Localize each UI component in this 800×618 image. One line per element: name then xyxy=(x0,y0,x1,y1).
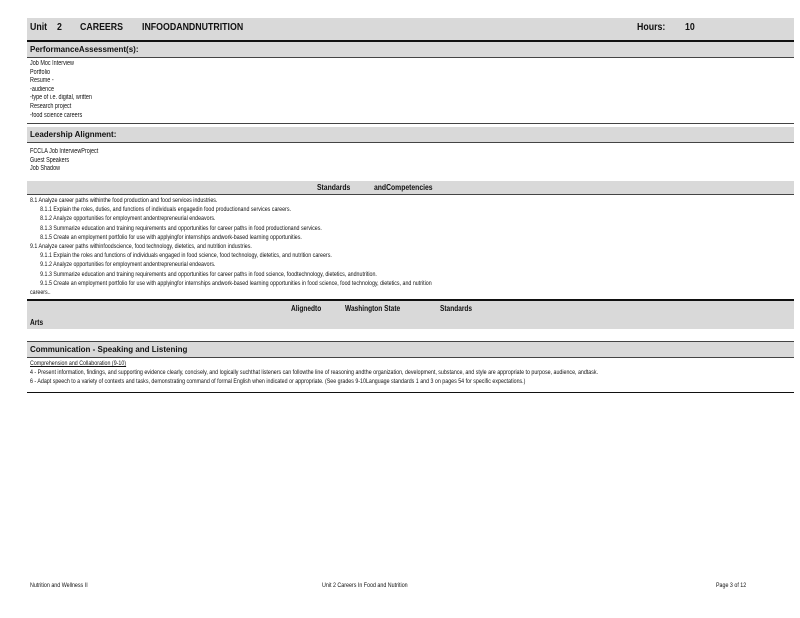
standard-item: 9.1.5 Create an employment portfolio for use with applyingfor internships andwork-based learning opportunities in food science, food technology, dietetics, and nutrition xyxy=(40,279,432,287)
standard-item: 9.1.1 Explain the roles and functions of individuals engaged in food science, food technology, dietetics, and nutrition careers. xyxy=(40,252,332,260)
list-item: -type of i.e. digital, written xyxy=(30,94,92,102)
standard-item: 8.1.3 Summarize education and training requirements and opportunities for career paths in food productionand services. xyxy=(40,224,322,232)
list-item: FCCLA Job InterviewProject xyxy=(30,148,99,156)
communication-paragraph: 4 - Present information, findings, and supporting evidence clearly, concisely, and logically suchthat listeners can followthe line of reasoning andthe organization, development, substance, and style are appropriate to purpose, audience, andtask. xyxy=(30,368,599,376)
aligned-standards-heading xyxy=(27,299,794,329)
list-item: Resume - xyxy=(30,77,54,85)
standards-list xyxy=(27,195,794,298)
list-item: -food science careers xyxy=(30,111,83,119)
standard-item: 8.1 Analyze career paths withinthe food production and food services industries. xyxy=(30,196,218,204)
aligned-heading-part-a: Alignedto xyxy=(291,304,322,314)
list-item: Guest Speakers xyxy=(30,156,70,164)
communication-subheading: Comprehension and Collaboration (9-10) xyxy=(30,360,127,368)
performance-assessment-heading: PerformanceAssessment(s): xyxy=(27,42,794,58)
list-item: Job Moc Interview xyxy=(30,60,75,67)
standard-item: 8.1.5 Create an employment portfolio for use with applyingfor internships andwork-based learning opportunities. xyxy=(40,233,302,241)
standard-item: 9.1.3 Summarize education and training requirements and opportunities for career paths in food science, foodtechnology, dietetics, andnutrition. xyxy=(40,270,377,278)
unit-label: Unit xyxy=(30,22,48,33)
standard-item: 8.1.1 Explain the roles, duties, and functions of individuals engagedin food productionand services careers. xyxy=(40,206,291,214)
unit-title-part-a: CAREERS xyxy=(80,22,124,33)
hours-value: 10 xyxy=(685,22,695,33)
unit-number: 2 xyxy=(57,22,62,33)
unit-header xyxy=(27,18,794,42)
document-page xyxy=(27,18,794,393)
communication-paragraph: 6 - Adapt speech to a variety of contexts and tasks, demonstrating command of formal English when indicated or appropriate. (See grades 9-10Language standards 1 and 3 on pages 54 for specific expectations.) xyxy=(30,377,526,385)
hours-label: Hours: xyxy=(637,22,666,33)
standards-heading xyxy=(27,181,794,195)
aligned-heading-part-b: Washington State xyxy=(345,304,401,314)
list-item: Portfolio xyxy=(30,68,51,76)
standards-heading-part-a: Standards xyxy=(317,182,351,192)
footer-page-number: Page 3 of 12 xyxy=(716,582,747,589)
leadership-alignment-heading: Leadership Alignment: xyxy=(27,127,794,143)
subject-label: Arts xyxy=(30,318,44,328)
aligned-heading-part-c: Standards xyxy=(440,304,473,314)
performance-assessment-list xyxy=(27,58,794,124)
list-item: Job Shadow xyxy=(30,165,61,173)
leadership-alignment-list xyxy=(27,143,794,177)
communication-heading: Communication - Speaking and Listening xyxy=(27,341,794,358)
footer-course-name: Nutrition and Wellness II xyxy=(30,582,88,589)
standard-item: 9.1.2 Analyze opportunities for employment andentrepreneurial endeavors. xyxy=(40,261,216,269)
list-item: Research project xyxy=(30,102,72,110)
footer-unit-title: Unit 2 Careers In Food and Nutrition xyxy=(322,582,408,589)
communication-body xyxy=(27,358,794,388)
list-item: -audience xyxy=(30,85,54,93)
standards-heading-part-b: andCompetencies xyxy=(374,182,433,192)
standard-item: 9.1 Analyze career paths withinfoodscience, food technology, dietetics, and nutrition industries. xyxy=(30,242,252,250)
section-divider xyxy=(27,392,794,393)
standard-item: 8.1.2 Analyze opportunities for employment andentrepreneurial endeavors. xyxy=(40,215,216,223)
unit-title-part-b: INFOODANDNUTRITION xyxy=(142,22,244,33)
standard-item: careers.. xyxy=(30,288,51,296)
